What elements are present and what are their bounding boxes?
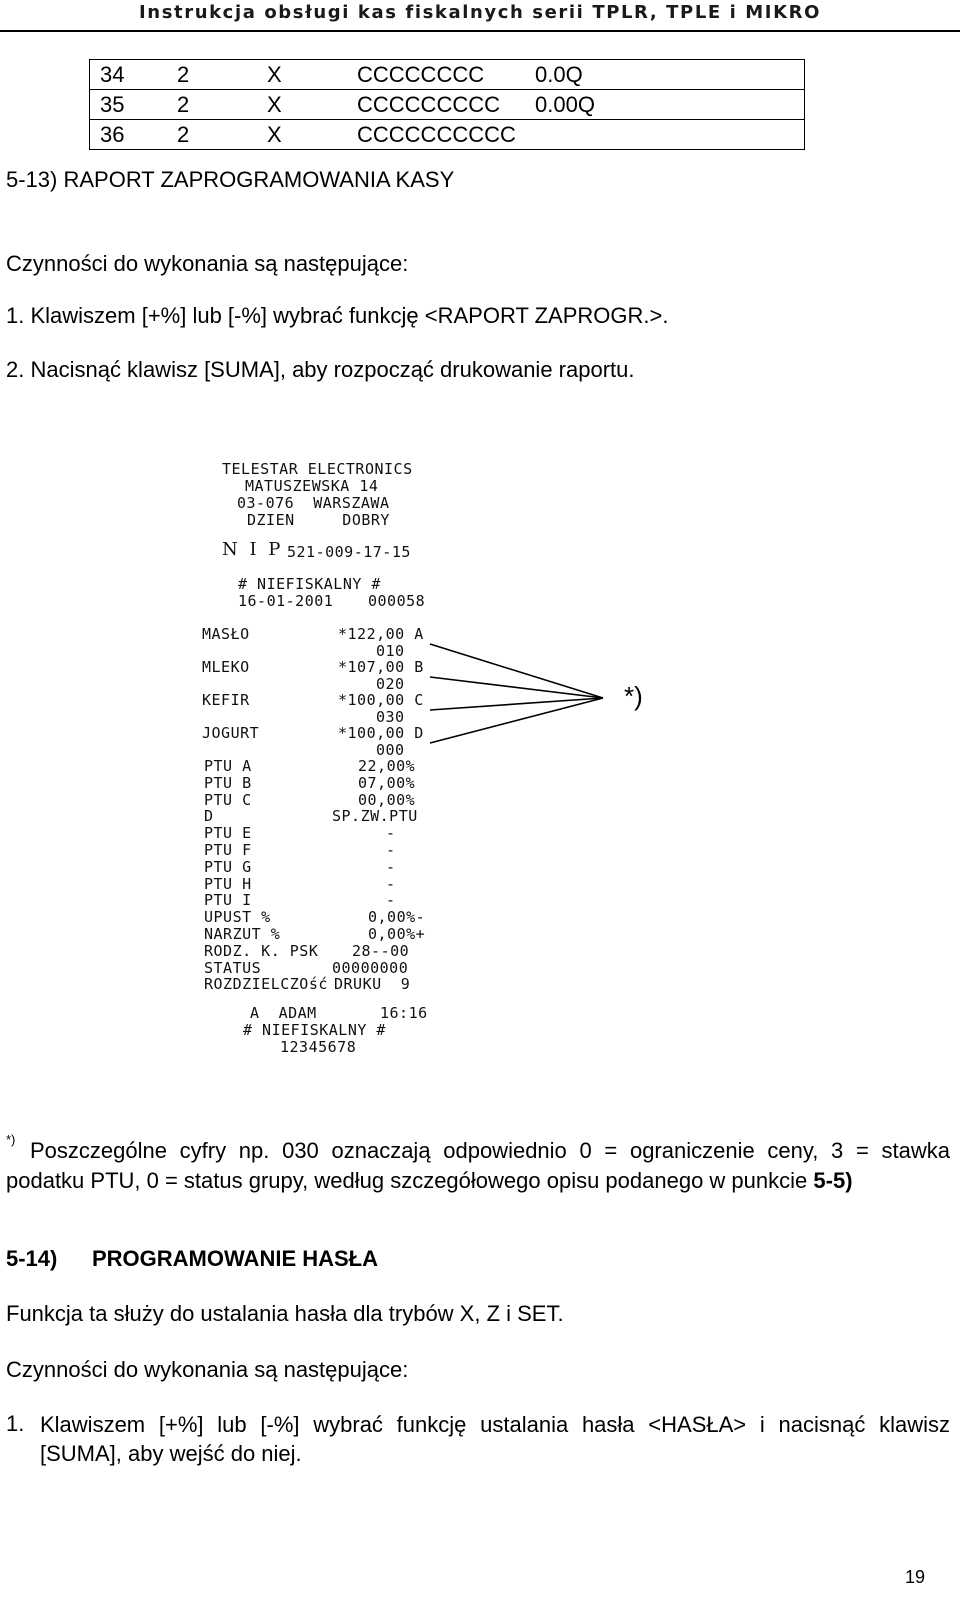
receipt-header-line: 03-076 WARSZAWA <box>237 494 390 512</box>
section2-intro: Czynności do wykonania są następujące: <box>6 1357 409 1382</box>
section2-step-text: Klawiszem [+%] lub [-%] wybrać funkcję ustalania hasła <HASŁA> i nacisnąć klawisz [SUMA], aby wejść do niej. <box>40 1412 950 1466</box>
receipt-time: 16:16 <box>380 1004 428 1022</box>
receipt-setting-name: PTU E <box>204 824 252 843</box>
table-cell: 2 <box>167 90 257 120</box>
receipt-setting-value: - <box>386 874 396 893</box>
receipt-cashier: A ADAM <box>250 1004 317 1022</box>
marker-line <box>430 644 603 698</box>
receipt-item-code: 000 <box>376 740 405 759</box>
table-cell: 34 <box>90 60 168 90</box>
section-title-raport: 5-13) RAPORT ZAPROGRAMOWANIA KASY <box>6 167 455 192</box>
receipt-setting-value: - <box>386 824 396 843</box>
table-cell: X <box>257 120 347 150</box>
receipt-item-code: 030 <box>376 707 405 726</box>
receipt-setting-value: - <box>386 857 396 876</box>
receipt-setting-name: PTU C <box>204 790 252 809</box>
receipt-item-name: MASŁO <box>202 625 250 643</box>
receipt-setting-value: DRUKU 9 <box>334 975 411 994</box>
receipt-item-value: *100,00 D <box>338 724 424 742</box>
receipt-setting-value: 07,00% <box>358 773 416 792</box>
receipt-setting-value: - <box>386 891 396 910</box>
receipt-setting-name: PTU G <box>204 857 252 876</box>
receipt-setting-value: - <box>386 841 396 859</box>
receipt-setting-name: PTU F <box>204 841 252 859</box>
table-cell: CCCCCCCC <box>347 60 525 90</box>
table-cell: 35 <box>90 90 168 120</box>
section-number-haslo: 5-14) <box>6 1246 58 1271</box>
table-cell: CCCCCCCCCC <box>347 120 525 150</box>
section-intro: Czynności do wykonania są następujące: <box>6 251 409 276</box>
receipt-setting-value: 00,00% <box>358 790 416 809</box>
table-cell: 0.0Q <box>525 60 638 90</box>
receipt-setting-name: PTU A <box>204 757 252 775</box>
receipt-date: 16-01-2001 <box>238 592 334 610</box>
receipt-setting-name: UPUST % <box>204 908 271 927</box>
section2-step-number: 1. <box>6 1411 25 1436</box>
table-cell: CCCCCCCCC <box>347 90 525 120</box>
receipt-setting-value: 22,00% <box>358 757 416 775</box>
section-title-haslo: PROGRAMOWANIE HASŁA <box>92 1246 378 1271</box>
footnote-mark: *) <box>6 1132 16 1147</box>
step-2: 2. Nacisnąć klawisz [SUMA], aby rozpocząć drukowanie raportu. <box>6 357 635 382</box>
receipt-item-name: JOGURT <box>202 724 260 742</box>
footnote-text <box>6 1136 950 1196</box>
receipt-header-line: MATUSZEWSKA 14 <box>245 477 379 495</box>
document-header: Instrukcja obsługi kas fiskalnych serii TPLR, TPLE i MIKRO <box>138 2 822 23</box>
table-cell: 2 <box>167 120 257 150</box>
receipt-setting-name: RODZ. K. PSK <box>204 941 319 960</box>
receipt-item-value: *122,00 A <box>338 625 424 643</box>
receipt-nip-label: N I P <box>222 539 284 560</box>
table-cell: X <box>257 90 347 120</box>
receipt-item-value: *107,00 B <box>338 658 424 676</box>
receipt-setting-value: 28--00 <box>352 941 410 960</box>
receipt-setting-name: ROZDZIELCZOść <box>204 975 328 994</box>
receipt-item-name: MLEKO <box>202 658 250 676</box>
receipt-number: 000058 <box>368 592 426 610</box>
marker-label: *) <box>624 681 643 711</box>
receipt-nonfiscal: # NIEFISKALNY # <box>238 575 381 593</box>
table-cell: X <box>257 60 347 90</box>
receipt-setting-name: PTU H <box>204 874 252 893</box>
page-number: 19 <box>905 1567 926 1587</box>
receipt-footer-nonfiscal: # NIEFISKALNY # <box>243 1021 386 1039</box>
receipt-header-line: TELESTAR ELECTRONICS <box>222 460 413 478</box>
receipt-item-name: KEFIR <box>202 691 250 709</box>
footnote-ref: 5-5) <box>813 1168 853 1193</box>
receipt-setting-name: PTU B <box>204 773 252 792</box>
receipt-item-code: 010 <box>376 641 405 660</box>
receipt-footer-number: 12345678 <box>280 1038 357 1056</box>
receipt-item-code: 020 <box>376 674 405 693</box>
receipt-setting-value: 00000000 <box>332 958 409 977</box>
receipt-nip-value: 521-009-17-15 <box>287 543 411 561</box>
receipt-setting-value: 0,00%+ <box>368 925 426 943</box>
receipt-setting-name: PTU I <box>204 891 252 910</box>
marker-line <box>430 677 603 698</box>
receipt-setting-name: D <box>204 807 214 826</box>
table-cell: 0.00Q <box>525 90 638 120</box>
table-cell: 2 <box>167 60 257 90</box>
receipt-setting-name: STATUS <box>204 958 262 977</box>
receipt-setting-value: SP.ZW.PTU <box>332 807 418 826</box>
receipt-item-value: *100,00 C <box>338 691 424 709</box>
receipt-header-line: DZIEN DOBRY <box>247 511 390 529</box>
step-1: 1. Klawiszem [+%] lub [-%] wybrać funkcję <RAPORT ZAPROGR.>. <box>6 303 669 328</box>
section2-description: Funkcja ta służy do ustalania hasła dla trybów X, Z i SET. <box>6 1301 564 1326</box>
receipt-setting-name: NARZUT % <box>204 925 281 943</box>
footnote-body: Poszczególne cyfry np. 030 oznaczają odpowiednio 0 = ograniczenie ceny, 3 = stawka podatku PTU, 0 = status grupy, według szczegółowego opisu podanego w punkcie <box>6 1138 950 1193</box>
receipt-setting-value: 0,00%- <box>368 908 426 927</box>
table-cell: 36 <box>90 120 168 150</box>
